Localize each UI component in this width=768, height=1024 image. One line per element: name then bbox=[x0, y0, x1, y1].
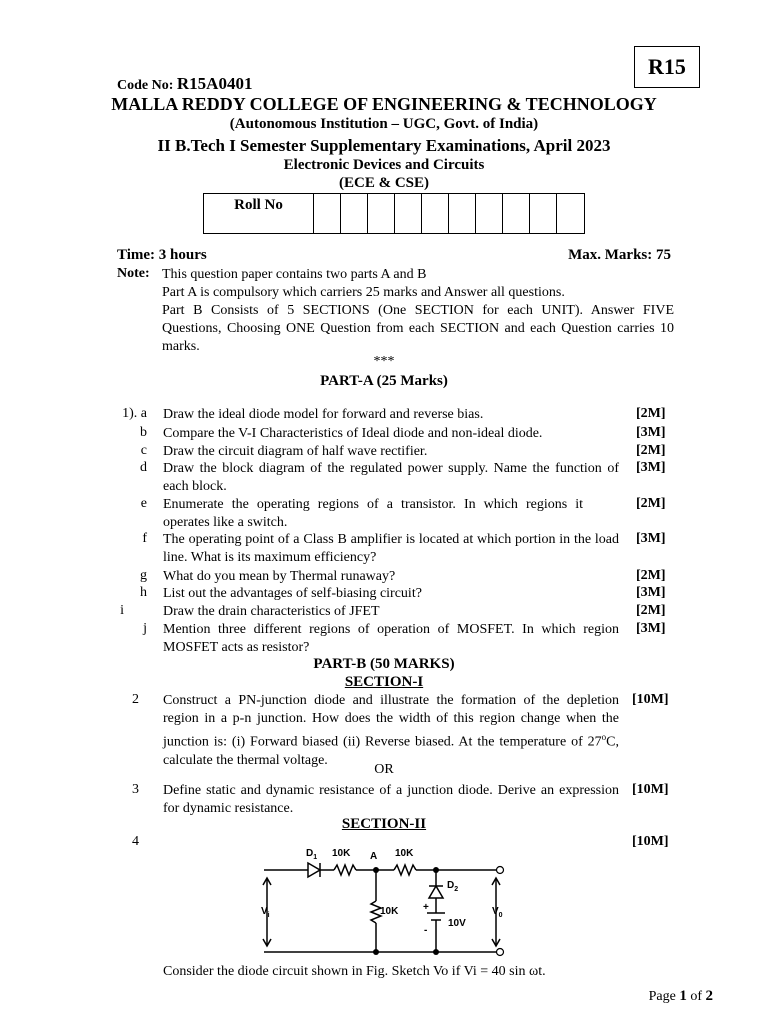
college-name: MALLA REDDY COLLEGE OF ENGINEERING & TECHNOLOGY bbox=[111, 94, 657, 114]
vo-label: $V_0$ bbox=[492, 906, 503, 919]
question-marks: [2M] bbox=[636, 568, 666, 583]
question-text: Mention three different regions of operation of MOSFET. In which region MOSFET acts as resistor? bbox=[163, 622, 619, 655]
question-text: The operating point of a Class B amplifier is located at which portion in the load line. What is its maximum efficiency? bbox=[163, 532, 619, 565]
question-label: 1). a bbox=[122, 406, 147, 421]
vi-label: $V_i$ bbox=[261, 906, 270, 919]
roll-number-grid bbox=[203, 193, 585, 234]
note-label: Note: bbox=[117, 266, 150, 281]
roll-box bbox=[395, 194, 422, 233]
page-word: Page bbox=[648, 989, 680, 1004]
question-text: List out the advantages of self-biasing circuit? bbox=[163, 586, 422, 601]
question-marks: [3M] bbox=[636, 460, 666, 475]
question-label: c bbox=[140, 443, 147, 458]
question-marks: [3M] bbox=[636, 585, 666, 600]
question-text: Draw the circuit diagram of half wave rectifier. bbox=[163, 444, 428, 459]
page-total: 2 bbox=[705, 988, 713, 1004]
question-label: 2 bbox=[132, 692, 139, 707]
section-1-title: SECTION-I bbox=[344, 674, 424, 690]
r15-box bbox=[634, 46, 700, 88]
question-label: j bbox=[143, 621, 147, 636]
question-label: b bbox=[140, 425, 147, 440]
page-current: 1 bbox=[679, 988, 687, 1004]
question-text bbox=[163, 692, 619, 770]
code-value: R15A0401 bbox=[176, 74, 253, 93]
question-marks: [10M] bbox=[632, 782, 669, 797]
roll-box bbox=[422, 194, 449, 233]
question-text: Draw the ideal diode model for forward and reverse bias. bbox=[163, 407, 484, 422]
question-text: Draw the drain characteristics of JFET bbox=[163, 604, 380, 619]
of-word: of bbox=[686, 989, 706, 1004]
note-line: Part A is compulsory which carriers 25 marks and Answer all questions. bbox=[162, 285, 565, 300]
question-marks: [10M] bbox=[632, 834, 669, 849]
question-text-part: C, calculate the thermal voltage. bbox=[163, 734, 619, 768]
subject-title: Electronic Devices and Circuits bbox=[283, 157, 485, 173]
d2-label: $D_2$ bbox=[447, 880, 459, 893]
note-line: Part B Consists of 5 SECTIONS (One SECTION for each UNIT). Answer FIVE Questions, Choosing ONE Question from each SECTION and each Question carries 10 marks. bbox=[162, 303, 674, 354]
node-a-label: A bbox=[370, 851, 378, 862]
circuit-caption: Consider the diode circuit shown in Fig. Sketch Vo if Vi = 40 sin ωt. bbox=[163, 964, 546, 979]
question-marks: [2M] bbox=[636, 443, 666, 458]
question-text: Define static and dynamic resistance of a junction diode. Derive an expression for dynamic resistance. bbox=[163, 783, 619, 816]
page-number bbox=[649, 988, 713, 1005]
question-marks: [10M] bbox=[632, 692, 669, 707]
roll-box bbox=[503, 194, 530, 233]
max-marks: Max. Marks: 75 bbox=[568, 247, 671, 263]
roll-box bbox=[314, 194, 341, 233]
code-number bbox=[117, 74, 252, 94]
question-label: 3 bbox=[132, 782, 139, 797]
question-marks: [2M] bbox=[636, 496, 666, 511]
question-label: f bbox=[142, 531, 147, 546]
part-a-title: PART-A (25 Marks) bbox=[320, 373, 448, 389]
question-label: i bbox=[120, 603, 124, 618]
r1-label: 10K bbox=[332, 848, 351, 859]
note-line: This question paper contains two parts A and B bbox=[162, 267, 427, 282]
separator-stars: *** bbox=[373, 354, 395, 369]
question-label: 4 bbox=[132, 834, 139, 849]
r3-label: 10K bbox=[380, 906, 399, 917]
battery-label: 10V bbox=[448, 918, 466, 929]
question-text: Compare the V-I Characteristics of Ideal diode and non-ideal diode. bbox=[163, 426, 543, 441]
code-label: Code No: bbox=[117, 78, 177, 93]
or-separator: OR bbox=[374, 762, 394, 777]
exam-duration: Time: 3 hours bbox=[117, 247, 207, 263]
roll-box bbox=[530, 194, 557, 233]
branch-title: (ECE & CSE) bbox=[338, 175, 429, 191]
question-text: What do you mean by Thermal runaway? bbox=[163, 569, 396, 584]
d1-label: $D_1$ bbox=[306, 848, 318, 861]
section-2-title: SECTION-II bbox=[341, 816, 427, 832]
regulation-code: R15 bbox=[648, 54, 686, 79]
battery-plus: + bbox=[423, 902, 429, 913]
roll-box bbox=[449, 194, 476, 233]
exam-title: II B.Tech I Semester Supplementary Examinations, April 2023 bbox=[157, 136, 611, 155]
diode-circuit-diagram bbox=[258, 841, 508, 959]
degree-superscript: o bbox=[601, 732, 607, 742]
question-label: g bbox=[140, 568, 147, 583]
question-label: e bbox=[140, 496, 147, 511]
question-marks: [3M] bbox=[636, 425, 666, 440]
roll-box bbox=[557, 194, 584, 233]
question-text: Draw the block diagram of the regulated power supply. Name the function of each block. bbox=[163, 461, 619, 494]
question-label: d bbox=[140, 460, 147, 475]
roll-box bbox=[476, 194, 503, 233]
question-marks: [2M] bbox=[636, 603, 666, 618]
roll-label: Roll No bbox=[204, 194, 314, 233]
r2-label: 10K bbox=[395, 848, 414, 859]
roll-box bbox=[368, 194, 395, 233]
question-marks: [2M] bbox=[636, 406, 666, 421]
question-marks: [3M] bbox=[636, 531, 666, 546]
roll-box bbox=[341, 194, 368, 233]
institution-note: (Autonomous Institution – UGC, Govt. of India) bbox=[229, 116, 539, 132]
battery-minus: - bbox=[424, 925, 428, 936]
question-marks: [3M] bbox=[636, 621, 666, 636]
question-text-part: Construct a PN-junction diode and illustrate the formation of the depletion region in a p-n junction. How does the width of this region change when the junction is: (i) Forward biased (ii) Reverse biased. At the temperature of 27 bbox=[163, 693, 619, 750]
question-label: h bbox=[140, 585, 147, 600]
question-text: Enumerate the operating regions of a transistor. In which regions it operates like a switch. bbox=[163, 497, 583, 530]
part-b-title: PART-B (50 MARKS) bbox=[313, 656, 455, 672]
